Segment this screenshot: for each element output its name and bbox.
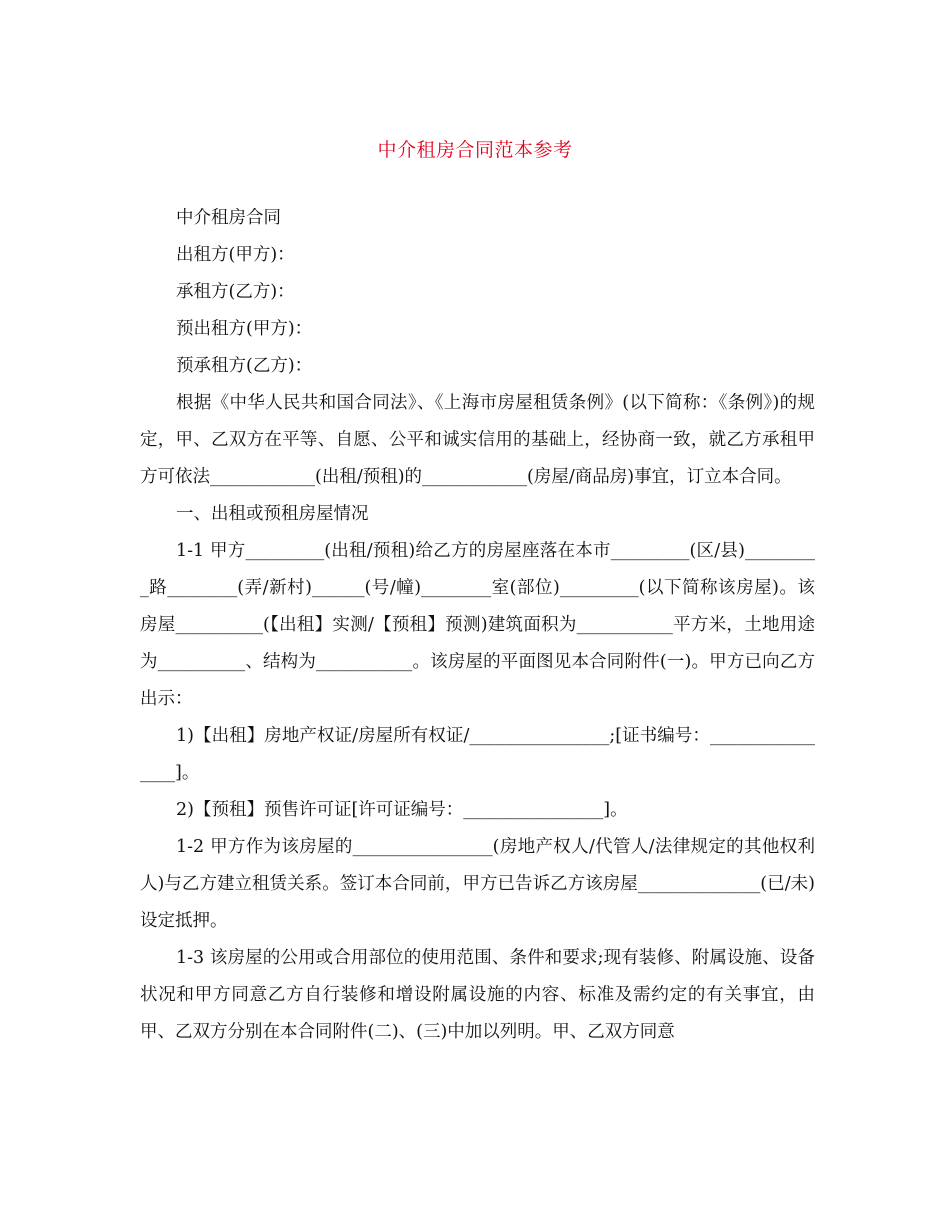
clause-1-1: 1-1 甲方_________(出租/预租)给乙方的房屋座落在本市_________(区/县)_________路________(弄/新村)______(号/幢)________室(部位)_________(以下简称该房屋)。该房屋__________(【出租】实测/【预租】预测)建筑面积为___________平方米，土地用途为__________、结构为___________。该房屋的平面图见本合同附件(一)。甲方已向乙方出示：	[140, 541, 815, 709]
clause-1-3: 1-3 该房屋的公用或合用部位的使用范围、条件和要求;现有装修、附属设施、设备状况和甲方同意乙方自行装修和增设附属设施的内容、标准及需约定的有关事宜，由甲、乙双方分别在本合同附件(二)、(三)中加以列明。甲、乙双方同意	[140, 948, 815, 1042]
section-heading-1: 一、出租或预租房屋情况	[176, 504, 369, 524]
document-body	[140, 200, 815, 1051]
pre-lessor-line: 预出租方(甲方)：	[176, 319, 313, 339]
lessor-line: 出租方(甲方)：	[176, 245, 295, 265]
contract-heading: 中介租房合同	[176, 208, 281, 228]
preamble-paragraph: 根据《中华人民共和国合同法》、《上海市房屋租赁条例》(以下简称：《条例》)的规定，甲、乙双方在平等、自愿、公平和诚实信用的基础上，经协商一致，就乙方承租甲方可依法____________(出租/预租)的____________(房屋/商品房)事宜，订立本合同。	[140, 393, 815, 487]
clause-1-1-item-2: 2)【预租】预售许可证[许可证编号：________________]。	[176, 800, 628, 820]
clause-1-1-item-1: 1)【出租】房地产权证/房屋所有权证/________________;[证书编号：________________]。	[140, 726, 815, 783]
lessee-line: 承租方(乙方)：	[176, 282, 295, 302]
document-title: 中介租房合同范本参考	[377, 139, 573, 161]
pre-lessee-line: 预承租方(乙方)：	[176, 356, 313, 376]
clause-1-2: 1-2 甲方作为该房屋的________________(房地产权人/代管人/法律规定的其他权利人)与乙方建立租赁关系。签订本合同前，甲方已告诉乙方该房屋______________(已/未)设定抵押。	[140, 837, 815, 931]
